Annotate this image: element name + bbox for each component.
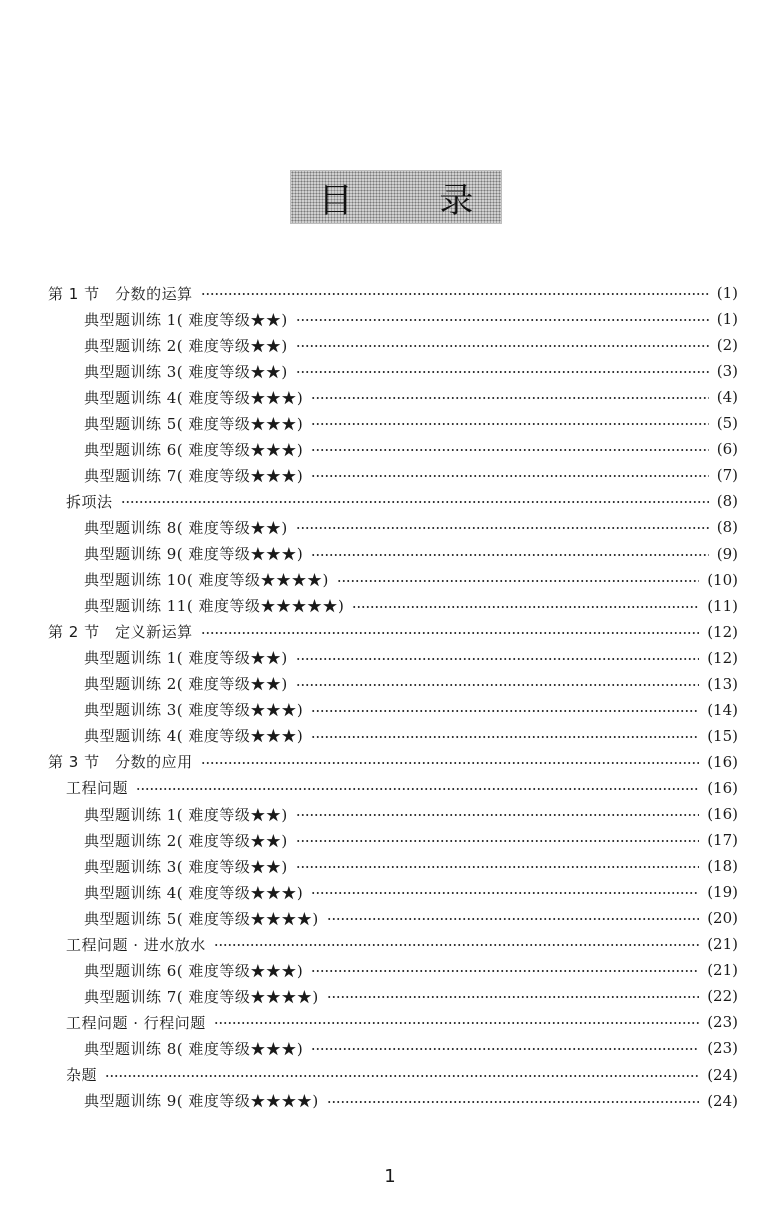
toc-title-box [290,170,512,224]
toc-entry-page: (13) [707,674,738,693]
dot-leader [296,319,709,321]
toc-exercise-entry[interactable] [84,983,738,1009]
toc-entry-page: (18) [707,857,738,876]
toc-entry-page: (6) [716,440,738,459]
toc-entry-label: 杂题 [66,1066,98,1084]
dot-leader [311,736,699,738]
dot-leader [136,788,699,790]
dot-leader [327,918,699,920]
dot-leader [296,371,709,373]
toc-entry-label: 典型题训练 11( 难度等级★★★★★) [84,597,345,616]
dot-leader [311,397,708,399]
toc-entry-page: (23) [707,1013,738,1032]
toc-entry-label: 典型题训练 6( 难度等级★★★) [84,440,304,459]
toc-entry-label: 典型题训练 3( 难度等级★★) [84,857,288,876]
toc-subsection-entry[interactable] [66,931,738,957]
toc-exercise-entry[interactable] [84,827,738,853]
dot-leader [337,580,699,582]
toc-entry-page: (21) [707,935,738,954]
dot-leader [201,762,700,764]
dot-leader [311,449,708,451]
dot-leader [214,1022,699,1024]
toc-exercise-entry[interactable] [84,879,738,905]
toc-entry-label: 典型题训练 4( 难度等级★★★) [84,388,304,407]
toc-entry-page: (24) [707,1091,738,1110]
toc-entry-page: (16) [707,778,738,797]
toc-exercise-entry[interactable] [84,462,738,488]
toc-exercise-entry[interactable] [84,410,738,436]
toc-entry-label: 典型题训练 2( 难度等级★★) [84,675,288,694]
toc-section-entry[interactable] [48,749,738,775]
toc-entry-page: (12) [707,622,738,641]
toc-entry-label: 典型题训练 2( 难度等级★★) [84,831,288,850]
toc-exercise-entry[interactable] [84,671,738,697]
toc-section-entry[interactable] [48,619,738,645]
toc-entry-label: 典型题训练 2( 难度等级★★) [84,336,288,355]
toc-entry-page: (19) [707,883,738,902]
toc-exercise-entry[interactable] [84,384,738,410]
toc-exercise-entry[interactable] [84,697,738,723]
toc-entry-page: (17) [707,831,738,850]
toc-entry-page: (11) [707,596,738,615]
toc-entry-label: 工程问题 [66,779,129,798]
toc-exercise-entry[interactable] [84,1035,738,1061]
toc-exercise-entry[interactable] [84,593,738,619]
toc-entry-label: 典型题训练 10( 难度等级★★★★) [84,571,329,590]
toc-title: 目 录 [318,180,512,221]
toc-entry-label: 典型题训练 7( 难度等级★★★★) [84,987,319,1006]
page-number: 1 [384,1166,396,1187]
dot-leader [296,840,699,842]
toc-entry-label: 典型题训练 9( 难度等级★★★★) [84,1092,319,1111]
toc-entry-label: 典型题训练 4( 难度等级★★★) [84,883,304,902]
toc-entry-page: (1) [716,284,738,302]
dot-leader [311,970,699,972]
toc-section-entry[interactable] [48,280,738,306]
toc-exercise-entry[interactable] [84,332,738,358]
toc-exercise-entry[interactable] [84,853,738,879]
toc-entry-page: (22) [707,987,738,1006]
toc-entry-label: 典型题训练 9( 难度等级★★★) [84,545,304,563]
toc-entry-label: 典型题训练 1( 难度等级★★) [84,805,288,824]
dot-leader [296,345,709,347]
toc-exercise-entry[interactable] [84,567,738,593]
toc-entry-page: (2) [716,336,738,355]
toc-entry-label: 第 1 节 分数的运算 [48,284,193,303]
toc-subsection-entry[interactable] [66,488,738,514]
dot-leader [296,527,709,529]
dot-leader [311,892,699,894]
toc-entry-page: (1) [716,310,738,329]
toc-entry-label: 典型题训练 8( 难度等级★★) [84,518,288,537]
toc-entry-page: (3) [716,362,738,381]
toc-subsection-entry[interactable] [66,1062,738,1088]
dot-leader [311,1048,699,1050]
toc-entry-page: (21) [707,961,738,980]
toc-entry-page: (10) [707,570,738,589]
toc-entry-page: (9) [716,544,738,563]
dot-leader [105,1075,699,1077]
toc-entry-label: 典型题训练 3( 难度等级★★★) [84,701,304,720]
toc-entry-page: (5) [716,414,738,433]
toc-entry-label: 典型题训练 5( 难度等级★★★) [84,414,304,433]
toc-subsection-entry[interactable] [66,775,738,801]
dot-leader [327,996,699,998]
toc-entry-page: (20) [707,909,738,928]
toc-entry-label: 拆项法 [66,492,113,511]
toc-exercise-entry[interactable] [84,905,738,931]
dot-leader [296,866,699,868]
toc-entry-label: 典型题训练 8( 难度等级★★★) [84,1039,304,1058]
toc-entry-label: 典型题训练 4( 难度等级★★★) [84,727,304,746]
toc-entry-page: (7) [716,466,738,485]
toc-entry-page: (16) [707,805,738,823]
dot-leader [296,814,699,816]
toc-entry-label: 工程问题 · 进水放水 [66,935,206,954]
dot-leader [201,293,709,295]
dot-leader [296,658,699,660]
toc-exercise-entry[interactable] [84,514,738,540]
toc-exercise-entry[interactable] [84,957,738,983]
dot-leader [311,475,708,477]
dot-leader [214,944,699,946]
toc-entry-label: 典型题训练 7( 难度等级★★★) [84,466,304,485]
toc-entry-label: 第 2 节 定义新运算 [48,623,193,642]
toc-exercise-entry[interactable] [84,358,738,384]
toc-entry-page: (8) [716,492,738,511]
toc-exercise-entry[interactable] [84,723,738,749]
toc-exercise-entry[interactable] [84,306,738,332]
toc-exercise-entry[interactable] [84,436,738,462]
toc-exercise-entry[interactable] [84,541,738,567]
toc-exercise-entry[interactable] [84,1088,738,1114]
dot-leader [201,632,700,634]
toc-entry-label: 典型题训练 5( 难度等级★★★★) [84,909,319,928]
toc-entry-label: 典型题训练 3( 难度等级★★) [84,362,288,381]
toc-exercise-entry[interactable] [84,801,738,827]
toc-entry-page: (15) [707,726,738,745]
dot-leader [327,1101,699,1103]
toc-entry-page: (12) [707,648,738,667]
toc-entry-page: (16) [707,752,738,771]
toc-entry-page: (4) [716,388,738,407]
toc-entry-page: (23) [707,1039,738,1058]
dot-leader [311,554,708,556]
toc-subsection-entry[interactable] [66,1009,738,1035]
dot-leader [311,423,708,425]
dot-leader [311,710,699,712]
toc-exercise-entry[interactable] [84,645,738,671]
toc-entry-label: 第 3 节 分数的应用 [48,753,193,772]
dot-leader [296,684,699,686]
toc-entry-page: (24) [707,1065,738,1084]
toc-entry-label: 典型题训练 1( 难度等级★★) [84,649,288,668]
toc-entry-label: 典型题训练 1( 难度等级★★) [84,310,288,329]
dot-leader [352,606,699,608]
toc-entry-label: 典型题训练 6( 难度等级★★★) [84,961,304,980]
dot-leader [121,501,709,503]
toc-entry-page: (8) [716,518,738,537]
toc-entry-page: (14) [707,700,738,719]
toc-entry-label: 工程问题 · 行程问题 [66,1013,206,1032]
